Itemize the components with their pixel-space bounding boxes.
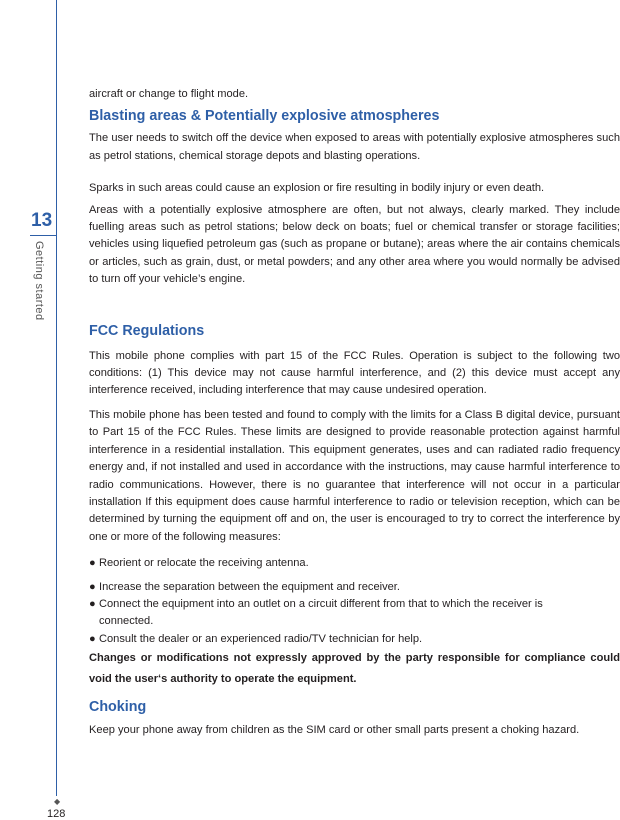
page-content xyxy=(89,86,620,740)
list-item: ● Consult the dealer or an experienced radio/TV technician for help. xyxy=(89,631,620,648)
bullet-icon: ● xyxy=(89,597,96,610)
fcc-measures-list xyxy=(89,555,620,648)
bullet-icon: ● xyxy=(89,580,96,593)
blasting-paragraph-2: Sparks in such areas could cause an explosion or fire resulting in bodily injury or even death. xyxy=(89,182,545,195)
fcc-paragraph-1: This mobile phone complies with part 15 of the FCC Rules. Operation is subject to the following two conditions: (1) This device may not cause harmful interference, and (2) this device must accept any interference received, including interference that may cause undesired operation. xyxy=(89,349,620,397)
bullet-icon: ● xyxy=(89,557,96,570)
chapter-underline xyxy=(30,235,57,236)
page-marker-icon: ◆ xyxy=(54,797,61,806)
list-item: ● Connect the equipment into an outlet on a circuit different from that to which the receiver is connected. xyxy=(89,596,579,631)
heading-fcc: FCC Regulations xyxy=(89,322,205,339)
fcc-warning: Changes or modifications not expressly approved by the party responsible for compliance could void the user‘s authority to operate the equipment. xyxy=(89,652,620,686)
choking-paragraph: Keep your phone away from children as the SIM card or other small parts present a choking hazard. xyxy=(89,724,580,737)
list-item: ● Increase the separation between the equipment and receiver. xyxy=(89,579,620,596)
blasting-paragraph-1: The user needs to switch off the device when exposed to areas with potentially explosive atmospheres such as petrol stations, chemical storage depots and blasting operations. xyxy=(89,132,620,162)
bullet-icon: ● xyxy=(89,632,96,645)
heading-blasting: Blasting areas & Potentially explosive atmospheres xyxy=(89,108,440,125)
page-number: 128 xyxy=(47,808,66,820)
list-item: ● Reorient or relocate the receiving antenna. xyxy=(89,555,620,572)
chapter-number: 13 xyxy=(31,210,53,231)
intro-fragment: aircraft or change to flight mode. xyxy=(89,88,249,100)
heading-choking: Choking xyxy=(89,699,147,716)
blasting-paragraph-3: Areas with a potentially explosive atmosphere are often, but not always, clearly marked. They include fuelling areas such as petrol stations; below deck on boats; fuel or chemical transfer or storage facilities; vehicles using liquefied petroleum gas (such as propane or butane); areas where the air contains chemicals or articles, such as grain, dust, or metal powders; and any other area where you would normally be advised to turn off your vehicle’s engine. xyxy=(89,203,620,286)
margin-rule xyxy=(56,0,57,796)
fcc-paragraph-2: This mobile phone has been tested and found to comply with the limits for a Class B digital device, pursuant to Part 15 of the FCC Rules. These limits are designed to provide reasonable protection against harmful interference in a residential installation. This equipment generates, uses and can radiated radio frequency energy and, if not installed and used in accordance with the instructions, may cause harmful interference to radio communications. However, there is no guarantee that interference will not occur in a particular installation If this equipment does cause harmful interference to radio or television reception, which can be determined by turning the equipment off and on, the user is encouraged to try to correct the interference by one or more of the following measures: xyxy=(89,408,620,543)
chapter-label: Getting started xyxy=(33,241,45,321)
